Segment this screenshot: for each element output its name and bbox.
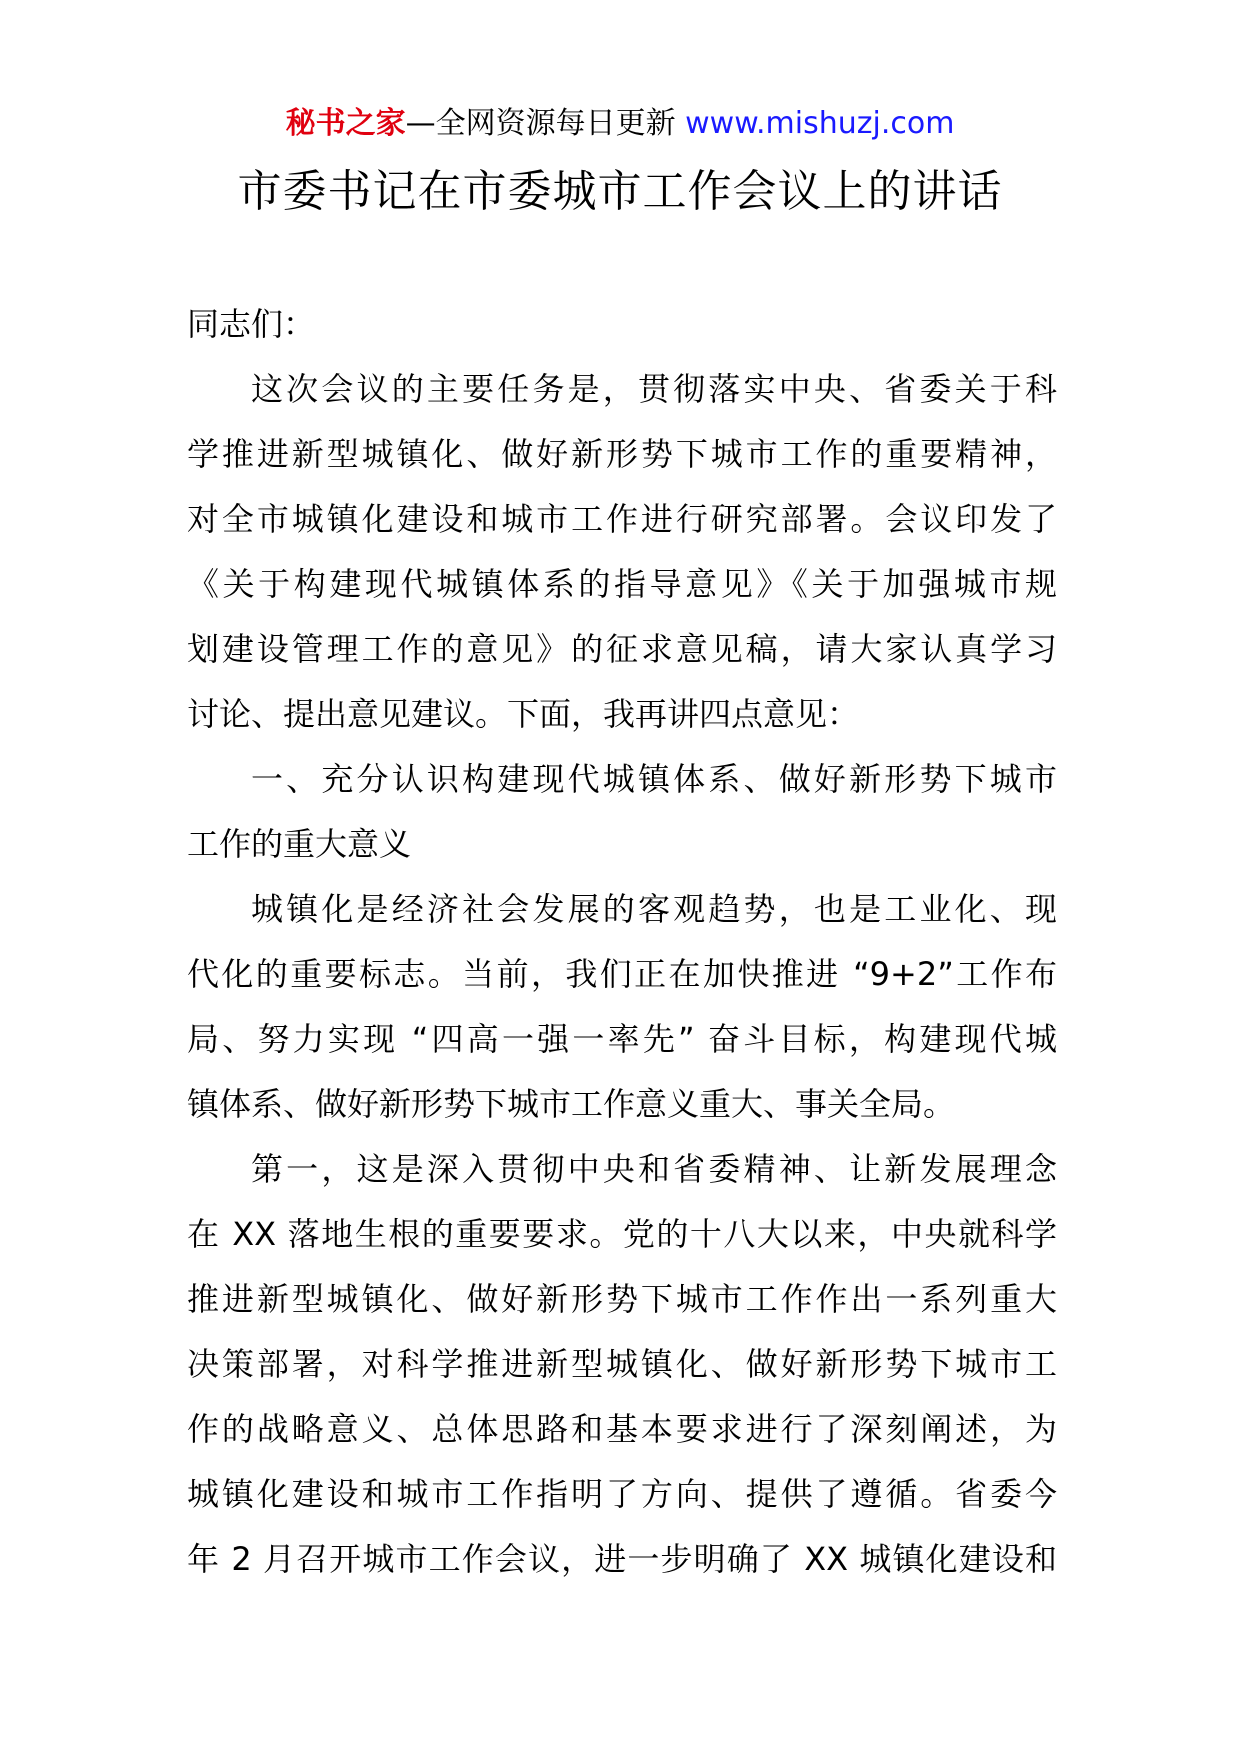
paragraph-line: 这次会议的主要任务是，贯彻落实中央、省委关于科 (251, 370, 1057, 408)
paragraph-line: 讨论、提出意见建议。下面，我再讲四点意见： (187, 695, 860, 733)
section-heading-line: 工作的重大意义 (187, 825, 412, 863)
paragraph-line: 年 2 月召开城市工作会议，进一步明确了 XX 城镇化建设和 (187, 1540, 1057, 1578)
paragraph-line: 城镇化是经济社会发展的客观趋势，也是工业化、现 (251, 890, 1057, 928)
paragraph-line: 作的战略意义、总体思路和基本要求进行了深刻阐述，为 (187, 1410, 1057, 1448)
paragraph-line: 对全市城镇化建设和城市工作进行研究部署。会议印发了 (187, 500, 1057, 538)
site-header (0, 104, 1240, 144)
paragraph-line: 第一，这是深入贯彻中央和省委精神、让新发展理念 (251, 1150, 1057, 1188)
paragraph-line: 在 XX 落地生根的重要要求。党的十八大以来，中央就科学 (187, 1215, 1057, 1253)
site-url-link[interactable]: www.mishuzj.com (685, 106, 955, 141)
document-body (187, 292, 1057, 1592)
salutation: 同志们： (187, 305, 316, 343)
section-heading-line: 一、充分认识构建现代城镇体系、做好新形势下城市 (251, 760, 1057, 798)
paragraph-line: 决策部署，对科学推进新型城镇化、做好新形势下城市工 (187, 1345, 1057, 1383)
document-title: 市委书记在市委城市工作会议上的讲话 (237, 166, 1003, 217)
paragraph-line: 镇体系、做好新形势下城市工作意义重大、事关全局。 (187, 1085, 956, 1123)
paragraph-line: 学推进新型城镇化、做好新形势下城市工作的重要精神， (187, 435, 1057, 473)
paragraph-line: 局、努力实现 “四高一强一率先” 奋斗目标，构建现代城 (187, 1020, 1057, 1058)
paragraph-line: 划建设管理工作的意见》的征求意见稿，请大家认真学习 (187, 630, 1057, 668)
paragraph-line: 代化的重要标志。当前，我们正在加快推进 “9+2”工作布 (187, 955, 1057, 993)
paragraph-line: 推进新型城镇化、做好新形势下城市工作作出一系列重大 (187, 1280, 1057, 1318)
paragraph-line: 城镇化建设和城市工作指明了方向、提供了遵循。省委今 (187, 1475, 1057, 1513)
site-slogan: —全网资源每日更新 (405, 106, 676, 141)
site-brand: 秘书之家 (285, 106, 406, 141)
paragraph-line: 《关于构建现代城镇体系的指导意见》《关于加强城市规 (187, 565, 1057, 603)
